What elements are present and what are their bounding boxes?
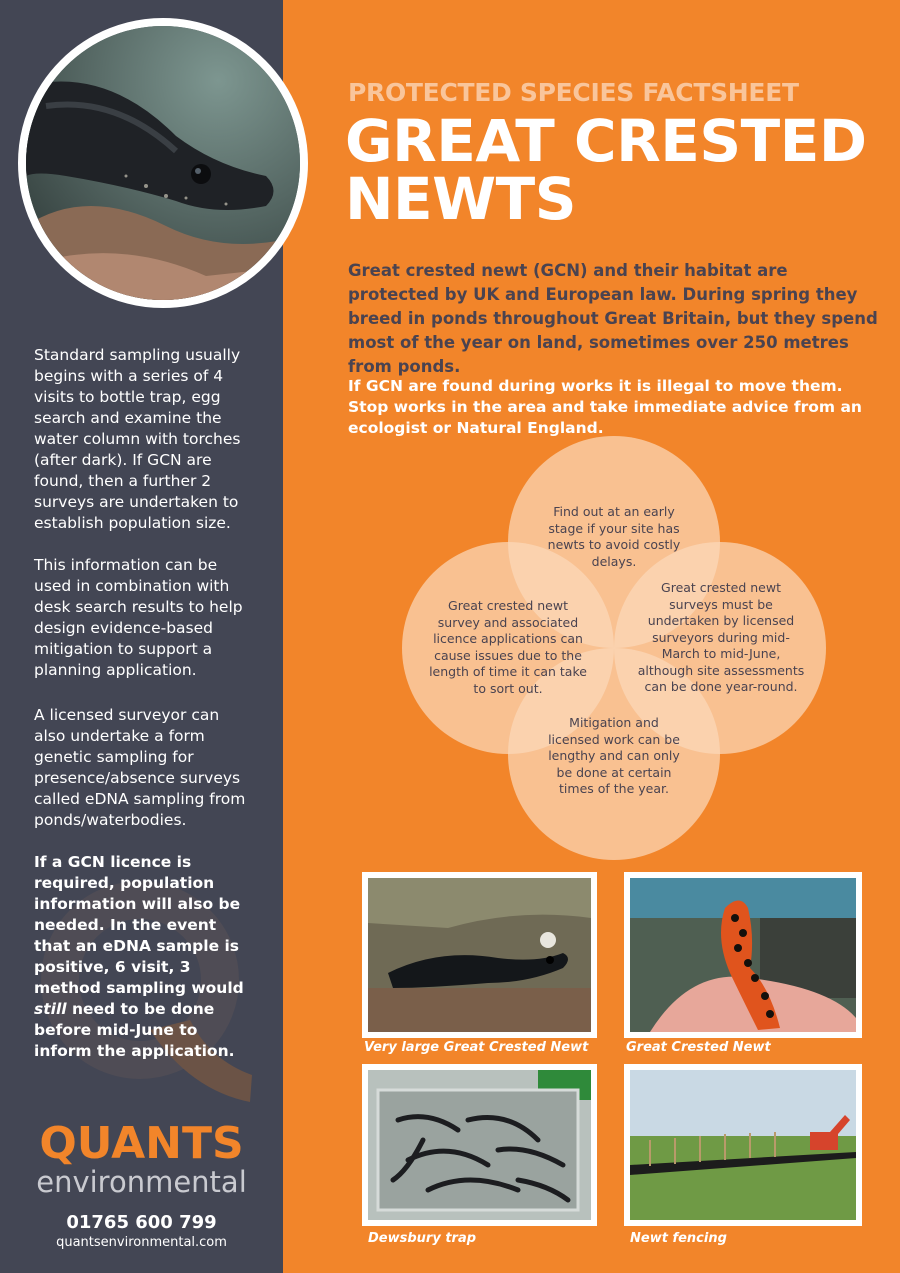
photo-newt-fencing (624, 1064, 862, 1226)
website-link[interactable]: quantsenvironmental.com (56, 1235, 227, 1250)
title-line-1: GREAT CRESTED (345, 107, 867, 175)
venn-text-left: Great crested newt survey and associated licence applications can cause issues due to the length of time it can take to sort out. (429, 598, 587, 696)
phone-number[interactable]: 01765 600 799 (66, 1212, 217, 1233)
photo-newt-belly (624, 872, 862, 1038)
newt-hero-photo (18, 18, 308, 308)
factsheet-subtitle: PROTECTED SPECIES FACTSHEET (348, 78, 799, 107)
venn-text-bottom: Mitigation and licensed work can be lengthy and can only be done at certain times of the year. (548, 715, 680, 796)
caption-large-newt: Very large Great Crested Newt (364, 1040, 589, 1055)
photo-dewsbury-trap (362, 1064, 597, 1226)
sidebar-paragraph-licence (34, 852, 254, 1062)
caption-dewsbury-trap: Dewsbury trap (368, 1231, 477, 1246)
licence-text-emphasis: still (34, 1000, 67, 1018)
venn-diagram (398, 432, 830, 864)
venn-text-top: Find out at an early stage if your site has newts to avoid costly delays. (547, 504, 681, 569)
photo-large-newt (362, 872, 597, 1038)
sidebar-paragraph-sampling: Standard sampling usually begins with a series of 4 visits to bottle trap, egg search and examine the water column with torches (after dark). If GCN are found, then a further 2 surveys are undertaken to establish population size. (34, 346, 241, 532)
sidebar-paragraph-edna: A licensed surveyor can also undertake a form genetic sampling for presence/absence surveys called eDNA sampling from ponds/waterbodies. (34, 706, 246, 829)
licence-text-a: If a GCN licence is required, population information will also be needed. In the event that an eDNA sample is positive, 6 visit, 3 method sampling would (34, 853, 244, 997)
logo-quants: QUANTS (39, 1118, 244, 1169)
sidebar (0, 0, 283, 1273)
sidebar-paragraph-desk-search: This information can be used in combination with desk search results to help design evidence-based mitigation to support a planning application. (34, 556, 243, 679)
page-title (345, 107, 885, 233)
caption-newt-belly: Great Crested Newt (626, 1040, 771, 1055)
caption-newt-fencing: Newt fencing (630, 1231, 727, 1246)
venn-text-right: Great crested newt surveys must be undertaken by licensed surveyors during mid-March to mid-June, although site assessments can be done year-round. (637, 580, 805, 694)
warning-paragraph: If GCN are found during works it is illegal to move them. Stop works in the area and take immediate advice from an ecologist or Natural England. (348, 377, 862, 437)
title-line-2: NEWTS (345, 165, 576, 233)
logo-environmental: environmental (36, 1165, 247, 1199)
intro-paragraph: Great crested newt (GCN) and their habitat are protected by UK and European law. During spring they breed in ponds throughout Great Britain, but they spend most of the year on land, sometimes over 250 metres from ponds. (348, 261, 878, 376)
licence-text-b: need to be done before mid-June to inform the application. (34, 1000, 235, 1060)
